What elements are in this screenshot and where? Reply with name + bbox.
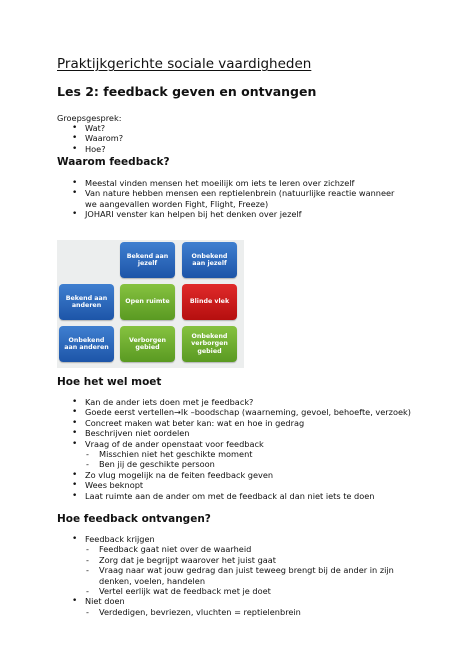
section-heading-how: Hoe het wel moet <box>57 376 162 388</box>
why-feedback-list <box>57 178 427 220</box>
sub-list-item: - Verdedigen, bevriezen, vluchten = reptielenbrein <box>57 607 427 617</box>
list-item-continuation: we aangevallen worden Fight, Flight, Freeze) <box>85 198 269 209</box>
sub-list-item-continuation: denken, voelen, handelen <box>99 575 206 586</box>
list-item: • Goede eerst vertellen→Ik –boodschap (waarneming, gevoel, behoefte, verzoek) <box>57 407 427 417</box>
sub-list-item: - Zorg dat je begrijpt waarover het juist gaat <box>57 555 427 565</box>
johari-tile: Bekend aan jezelf <box>120 242 175 278</box>
sub-list-item: - Feedback gaat niet over de waarheid <box>57 544 427 554</box>
list-item: • Waarom? <box>57 133 427 143</box>
receiving-list <box>57 534 427 617</box>
list-item: • Zo vlug mogelijk na de feiten feedback geven <box>57 470 427 480</box>
johari-tile-open: Open ruimte <box>120 284 175 320</box>
list-item: • Kan de ander iets doen met je feedback? <box>57 397 427 407</box>
list-item: - Vertel eerlijk wat de feedback met je doet <box>57 586 427 596</box>
johari-tile: Bekend aan anderen <box>59 284 114 320</box>
list-item: • Niet doen <box>57 596 427 606</box>
group-discussion-list <box>57 123 427 154</box>
list-item: • Beschrijven niet oordelen <box>57 428 427 438</box>
johari-tile: Onbekend aan anderen <box>59 326 114 362</box>
list-item: • Van nature hebben mensen een reptielenbrein (natuurlijke reactie wanneer <box>57 188 427 198</box>
section-heading-receiving: Hoe feedback ontvangen? <box>57 513 211 525</box>
johari-window-image <box>57 240 244 368</box>
list-item: • JOHARI venster kan helpen bij het denken over jezelf <box>57 209 427 219</box>
list-item: • Feedback krijgen <box>57 534 427 544</box>
list-item: • Wees beknopt <box>57 480 427 490</box>
johari-tile-blind-spot: Blinde vlek <box>182 284 237 320</box>
list-item: • Concreet maken wat beter kan: wat en hoe in gedrag <box>57 418 427 428</box>
group-discussion-label: Groepsgesprek: <box>57 113 122 123</box>
johari-tile-unknown: Onbekend verborgen gebied <box>182 326 237 362</box>
johari-tile-hidden: Verborgen gebied <box>120 326 175 362</box>
list-item: • Laat ruimte aan de ander om met de feedback al dan niet iets te doen <box>57 491 427 501</box>
list-item: • Vraag of de ander openstaat voor feedback <box>57 439 427 449</box>
list-item: • Wat? <box>57 123 427 133</box>
lesson-title: Les 2: feedback geven en ontvangen <box>57 84 317 99</box>
list-item: • Hoe? <box>57 144 427 154</box>
sub-list-item: - Ben jij de geschikte persoon <box>57 459 427 469</box>
section-heading-why: Waarom feedback? <box>57 156 170 168</box>
sub-list-item: - Misschien niet het geschikte moment <box>57 449 427 459</box>
document-title: Praktijkgerichte sociale vaardigheden <box>57 56 312 72</box>
list-item: • Meestal vinden mensen het moeilijk om iets te leren over zichzelf <box>57 178 427 188</box>
johari-tile: Onbekend aan jezelf <box>182 242 237 278</box>
how-to-list <box>57 397 427 501</box>
sub-list-item: - Vraag naar wat jouw gedrag dan juist teweeg brengt bij de ander in zijn <box>57 565 427 575</box>
